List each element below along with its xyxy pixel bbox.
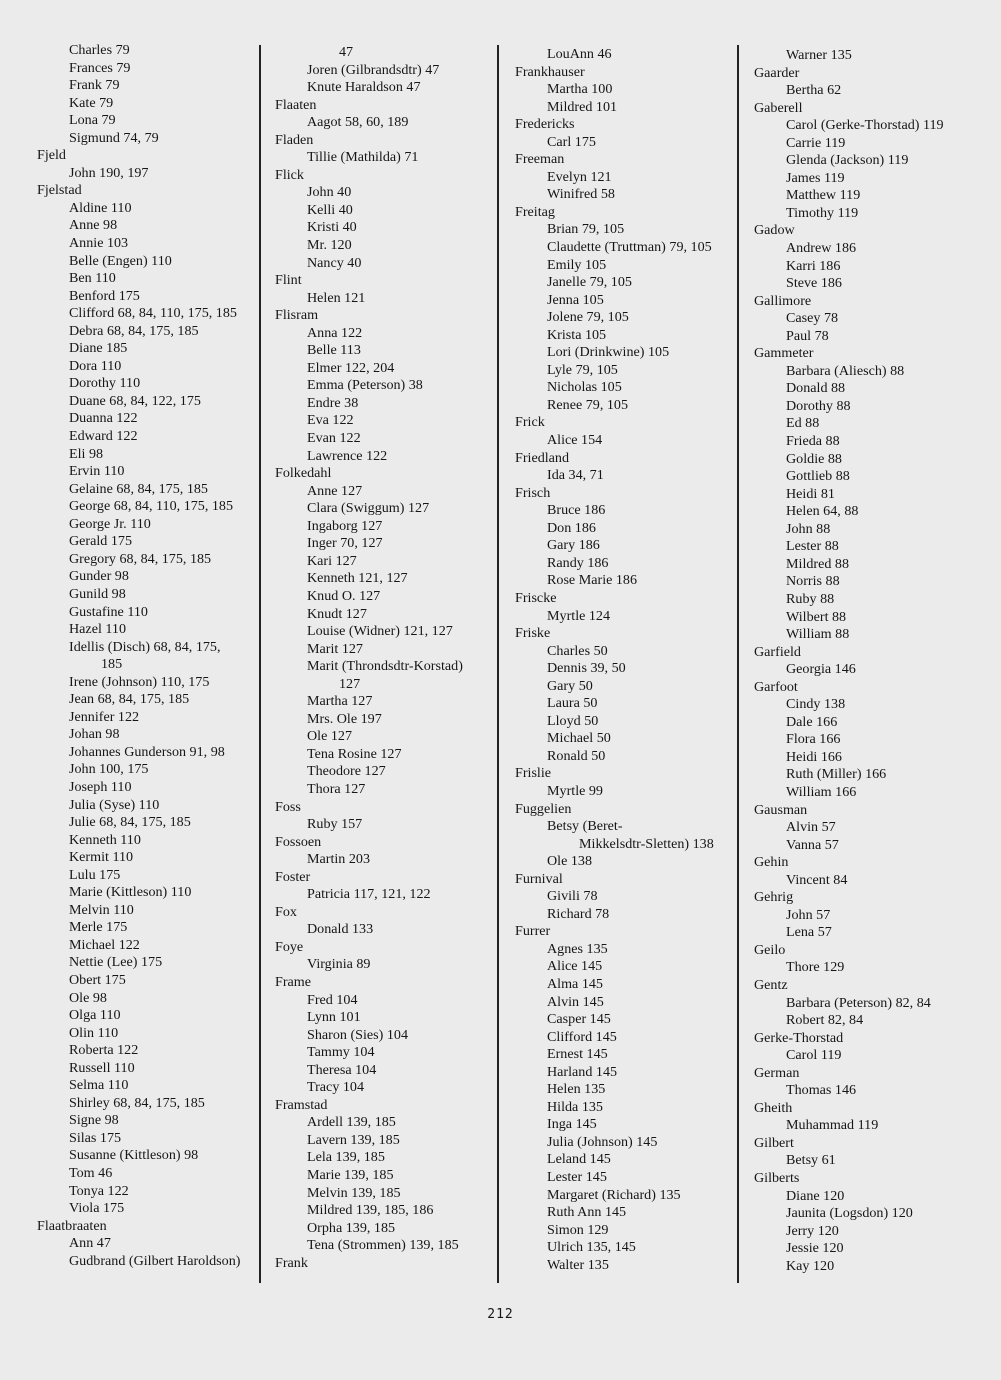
index-entry: Carl 175	[547, 133, 596, 150]
index-entry: Michael 50	[547, 730, 611, 747]
index-entry: Anna 122	[307, 324, 363, 341]
index-entry: Eli 98	[69, 445, 104, 462]
index-entry: Marit (Throndsdtr-Korstad)	[307, 658, 463, 675]
index-entry: Leland 145	[547, 1151, 611, 1168]
index-entry: Dale 166	[786, 713, 838, 730]
index-entry: Ruth Ann 145	[547, 1204, 627, 1221]
index-entry: Edward 122	[69, 428, 138, 445]
index-entry: Thore 129	[786, 959, 845, 976]
index-surname-heading: Frisch	[515, 484, 551, 501]
index-entry: Jaunita (Logsdon) 120	[786, 1205, 913, 1222]
index-entry: John 57	[786, 906, 831, 923]
index-entry: Ervin 110	[69, 463, 125, 480]
index-entry: Inger 70, 127	[307, 535, 383, 552]
index-entry: Shirley 68, 84, 175, 185	[69, 1094, 205, 1111]
index-entry: Tena Rosine 127	[307, 745, 402, 762]
index-surname-heading: German	[754, 1064, 800, 1081]
index-entry: Patricia 117, 121, 122	[307, 886, 431, 903]
index-surname-heading: Friedland	[515, 449, 570, 466]
index-entry: Jean 68, 84, 175, 185	[69, 691, 190, 708]
index-surname-heading: Frame	[275, 973, 312, 990]
index-entry: William 88	[786, 626, 850, 643]
index-entry: Alvin 145	[547, 993, 604, 1010]
index-entry: Mr. 120	[307, 237, 352, 254]
index-entry: Martin 203	[307, 851, 371, 868]
index-entry: Mildred 101	[547, 98, 618, 115]
index-entry: Evelyn 121	[547, 168, 612, 185]
index-entry: John 40	[307, 184, 352, 201]
index-column-1	[37, 42, 252, 1270]
index-entry: Lloyd 50	[547, 712, 599, 729]
index-entry: Timothy 119	[786, 204, 859, 221]
index-entry: Dora 110	[69, 357, 122, 374]
index-entry: Melvin 110	[69, 901, 134, 918]
index-entry: Frances 79	[69, 59, 131, 76]
index-entry: Idellis (Disch) 68, 84, 175,	[69, 638, 221, 655]
index-entry: Michael 122	[69, 936, 140, 953]
index-entry: Orpha 139, 185	[307, 1219, 396, 1236]
index-entry: Theresa 104	[307, 1061, 377, 1078]
index-entry: Ardell 139, 185	[307, 1114, 396, 1131]
index-entry: Johannes Gunderson 91, 98	[69, 743, 225, 760]
index-entry: Gerald 175	[69, 533, 133, 550]
column-divider	[259, 45, 261, 1283]
index-entry: Wilbert 88	[786, 608, 847, 625]
index-entry: Gary 50	[547, 677, 593, 694]
index-entry: Ben 110	[69, 270, 116, 287]
index-entry: Ruth (Miller) 166	[786, 766, 887, 783]
index-entry: Marie (Kittleson) 110	[69, 884, 192, 901]
index-entry: Ruby 157	[307, 816, 363, 833]
index-entry: Julia (Syse) 110	[69, 796, 160, 813]
index-surname-heading: Gaarder	[754, 64, 800, 81]
index-surname-heading: Friscke	[515, 589, 557, 606]
index-surname-heading: Gheith	[754, 1099, 793, 1116]
index-entry: Silas 175	[69, 1129, 122, 1146]
index-surname-heading: Foss	[275, 798, 301, 815]
index-surname-heading: Gaberell	[754, 99, 803, 116]
index-entry: Vanna 57	[786, 836, 839, 853]
index-entry: Simon 129	[547, 1221, 609, 1238]
index-entry: Signe 98	[69, 1112, 119, 1129]
index-surname-heading: Gallimore	[754, 292, 812, 309]
index-entry: Lester 88	[786, 538, 839, 555]
index-entry: George 68, 84, 110, 175, 185	[69, 498, 234, 515]
index-entry: Alma 145	[547, 975, 603, 992]
index-entry: Myrtle 99	[547, 782, 603, 799]
index-entry: Robert 82, 84	[786, 1012, 864, 1029]
index-entry: Claudette (Truttman) 79, 105	[547, 239, 712, 256]
index-entry: Martha 127	[307, 693, 373, 710]
index-entry: Heidi 166	[786, 748, 842, 765]
index-entry: Endre 38	[307, 394, 359, 411]
index-entry: Sigmund 74, 79	[69, 129, 159, 146]
index-entry: Ole 138	[547, 853, 593, 870]
index-entry: John 100, 175	[69, 761, 149, 778]
index-entry: Alvin 57	[786, 819, 836, 836]
index-entry: Karri 186	[786, 257, 841, 274]
index-entry: Jolene 79, 105	[547, 309, 629, 326]
index-surname-heading: Fuggelien	[515, 800, 572, 817]
index-entry: Steve 186	[786, 275, 842, 292]
index-entry: Don 186	[547, 519, 596, 536]
index-entry: Julia (Johnson) 145	[547, 1133, 658, 1150]
index-entry: Selma 110	[69, 1077, 129, 1094]
index-entry: Knud O. 127	[307, 587, 381, 604]
index-entry: Kelli 40	[307, 201, 353, 218]
index-entry: Knudt 127	[307, 605, 367, 622]
index-entry: Carol (Gerke-Thorstad) 119	[786, 117, 944, 134]
index-entry: Emma (Peterson) 38	[307, 377, 423, 394]
index-entry: Tonya 122	[69, 1182, 129, 1199]
index-surname-heading: Gilberts	[754, 1170, 800, 1186]
index-entry: Lawrence 122	[307, 447, 388, 464]
index-entry: Agnes 135	[547, 940, 608, 957]
index-entry: Gregory 68, 84, 175, 185	[69, 550, 212, 567]
index-entry: Aagot 58, 60, 189	[307, 114, 409, 131]
index-entry: Gunild 98	[69, 585, 126, 602]
index-surname-heading: Flint	[275, 272, 302, 289]
index-entry: Frieda 88	[786, 433, 840, 450]
index-entry: Nancy 40	[307, 254, 362, 271]
index-surname-heading: Frislie	[515, 765, 552, 782]
index-entry: Lyle 79, 105	[547, 361, 618, 378]
index-entry: Donald 88	[786, 380, 846, 397]
index-entry: Hazel 110	[69, 621, 127, 638]
index-entry: Nicholas 105	[547, 379, 622, 396]
index-entry: Norris 88	[786, 573, 840, 590]
index-entry: Barbara (Aliesch) 88	[786, 362, 905, 379]
index-entry: Tracy 104	[307, 1079, 365, 1096]
index-entry: Tena (Strommen) 139, 185	[307, 1237, 459, 1254]
index-entry: Hilda 135	[547, 1098, 603, 1115]
index-entry: Bruce 186	[547, 502, 606, 519]
index-entry: Harland 145	[547, 1063, 618, 1080]
index-surname-heading: Flaaten	[275, 96, 317, 113]
index-surname-heading: Foster	[275, 868, 311, 885]
index-entry: Renee 79, 105	[547, 396, 629, 413]
index-entry: Emily 105	[547, 256, 607, 273]
index-entry: Betsy (Beret-	[547, 818, 623, 835]
index-entry: Diane 185	[69, 340, 128, 357]
index-entry: Viola 175	[69, 1200, 125, 1217]
index-entry: Jessie 120	[786, 1240, 844, 1257]
index-entry: Ole 127	[307, 728, 353, 745]
index-entry: Lena 57	[786, 924, 832, 941]
index-surname-heading: Garfoot	[754, 678, 798, 695]
index-entry: Merle 175	[69, 919, 128, 936]
index-entry: Belle 113	[307, 342, 361, 359]
index-entry: Clara (Swiggum) 127	[307, 500, 430, 517]
index-entry: Georgia 146	[786, 661, 856, 678]
index-entry: Susanne (Kittleson) 98	[69, 1147, 199, 1164]
index-column-3	[515, 46, 733, 1274]
index-entry: Laura 50	[547, 695, 598, 712]
index-entry: Jenna 105	[547, 291, 604, 308]
index-entry: James 119	[786, 169, 845, 186]
index-entry: Mildred 139, 185, 186	[307, 1202, 434, 1219]
index-entry: Glenda (Jackson) 119	[786, 152, 909, 169]
index-entry: Rose Marie 186	[547, 572, 638, 589]
index-entry: Ole 98	[69, 989, 107, 1006]
index-surname-heading: Gausman	[754, 801, 808, 818]
index-entry: Dennis 39, 50	[547, 660, 626, 677]
index-entry: Givili 78	[547, 888, 598, 905]
index-entry: Joren (Gilbrandsdtr) 47	[307, 61, 440, 78]
index-entry: Louise (Widner) 121, 127	[307, 623, 453, 640]
index-entry: Heidi 81	[786, 485, 835, 502]
index-entry: Joseph 110	[69, 778, 132, 795]
index-surname-heading: Flick	[275, 166, 304, 183]
index-entry: Goldie 88	[786, 450, 842, 467]
index-surname-heading: Frick	[515, 414, 545, 431]
index-entry: Duanna 122	[69, 410, 138, 427]
index-surname-heading: Fox	[275, 903, 297, 920]
index-surname-heading: Friske	[515, 625, 551, 642]
index-entry: Julie 68, 84, 175, 185	[69, 814, 191, 831]
index-surname-heading: Gehin	[754, 854, 789, 871]
index-entry: Walter 135	[547, 1256, 609, 1273]
index-entry: Sharon (Sies) 104	[307, 1026, 408, 1043]
index-entry: Helen 135	[547, 1081, 606, 1098]
index-entry: Randy 186	[547, 554, 609, 571]
index-entry: Elmer 122, 204	[307, 359, 395, 376]
index-entry: Casey 78	[786, 310, 839, 327]
index-entry: Kristi 40	[307, 219, 357, 236]
index-entry: 185	[101, 656, 123, 673]
index-entry: Mikkelsdtr-Sletten) 138	[579, 835, 714, 852]
index-surname-heading: Frankhauser	[515, 63, 585, 80]
index-entry: Ulrich 135, 145	[547, 1239, 636, 1256]
index-entry: Evan 122	[307, 430, 361, 447]
index-entry: 47	[339, 44, 354, 60]
index-entry: Bertha 62	[786, 82, 842, 99]
index-entry: Margaret (Richard) 135	[547, 1186, 681, 1203]
index-entry: Belle (Engen) 110	[69, 252, 172, 269]
index-entry: Ed 88	[786, 415, 820, 432]
index-entry: Lela 139, 185	[307, 1149, 385, 1166]
index-surname-heading: Gerke-Thorstad	[754, 1029, 844, 1046]
index-entry: Olin 110	[69, 1024, 119, 1041]
index-surname-heading: Fjeld	[37, 147, 66, 164]
index-entry: Kermit 110	[69, 849, 134, 866]
index-entry: Gelaine 68, 84, 175, 185	[69, 480, 208, 497]
index-entry: Warner 135	[786, 47, 852, 63]
index-entry: Gary 186	[547, 537, 600, 554]
index-entry: Jerry 120	[786, 1222, 839, 1239]
index-entry: Clifford 145	[547, 1028, 617, 1045]
index-entry: Tammy 104	[307, 1044, 375, 1061]
index-entry: Charles 50	[547, 642, 608, 659]
index-entry: Ruby 88	[786, 590, 835, 607]
index-entry: Helen 64, 88	[786, 503, 859, 520]
index-surname-heading: Gilbert	[754, 1134, 794, 1151]
index-surname-heading: Furnival	[515, 870, 563, 887]
index-surname-heading: Freeman	[515, 151, 565, 168]
index-surname-heading: Fredericks	[515, 116, 575, 133]
index-entry: Muhammad 119	[786, 1117, 879, 1134]
index-entry: Krista 105	[547, 326, 607, 343]
index-entry: 127	[339, 675, 361, 692]
index-entry: Irene (Johnson) 110, 175	[69, 673, 210, 690]
index-column-2	[275, 44, 490, 1272]
index-entry: John 88	[786, 520, 831, 537]
index-entry: Ingaborg 127	[307, 517, 383, 534]
index-entry: Janelle 79, 105	[547, 274, 632, 291]
index-entry: Donald 133	[307, 921, 374, 938]
page-number: 212	[487, 1307, 514, 1322]
index-surname-heading: Fjelstad	[37, 182, 82, 199]
index-column-4	[754, 47, 972, 1275]
index-entry: Inga 145	[547, 1116, 597, 1133]
index-entry: Jennifer 122	[69, 708, 140, 725]
index-entry: Dorothy 110	[69, 375, 141, 392]
index-entry: Lulu 175	[69, 866, 121, 883]
index-entry: Carrie 119	[786, 134, 846, 151]
index-entry: Gustafine 110	[69, 603, 148, 620]
index-entry: Lynn 101	[307, 1009, 361, 1026]
index-entry: LouAnn 46	[547, 46, 612, 62]
index-entry: Anne 127	[307, 482, 363, 499]
index-entry: Ernest 145	[547, 1046, 608, 1063]
index-surname-heading: Geilo	[754, 941, 786, 958]
index-entry: Roberta 122	[69, 1042, 139, 1059]
index-entry: Debra 68, 84, 175, 185	[69, 322, 199, 339]
index-entry: Gunder 98	[69, 568, 129, 585]
index-entry: Johan 98	[69, 726, 120, 743]
index-entry: Ida 34, 71	[547, 467, 604, 484]
index-entry: Obert 175	[69, 971, 126, 988]
index-entry: Charles 79	[69, 42, 130, 58]
index-entry: Betsy 61	[786, 1152, 836, 1169]
index-entry: Carol 119	[786, 1047, 842, 1064]
index-entry: John 190, 197	[69, 164, 149, 181]
index-entry: Alice 154	[547, 432, 603, 449]
index-surname-heading: Framstad	[275, 1096, 328, 1113]
index-entry: Casper 145	[547, 1011, 611, 1028]
index-surname-heading: Gadow	[754, 222, 795, 239]
index-entry: Melvin 139, 185	[307, 1184, 401, 1201]
index-surname-heading: Fossoen	[275, 833, 322, 850]
index-entry: Dorothy 88	[786, 397, 851, 414]
index-entry: Ronald 50	[547, 747, 606, 764]
index-entry: Eva 122	[307, 412, 354, 429]
index-entry: Aldine 110	[69, 199, 132, 216]
index-entry: Russell 110	[69, 1059, 135, 1076]
index-entry: Theodore 127	[307, 763, 386, 780]
index-entry: Tom 46	[69, 1165, 113, 1181]
index-entry: Lona 79	[69, 112, 116, 129]
index-entry: Thomas 146	[786, 1082, 857, 1099]
index-entry: Martha 100	[547, 81, 613, 98]
index-entry: Gudbrand (Gilbert Haroldson)	[69, 1252, 241, 1269]
index-entry: Mrs. Ole 197	[307, 710, 382, 727]
index-entry: Barbara (Peterson) 82, 84	[786, 994, 931, 1011]
index-entry: Lavern 139, 185	[307, 1131, 400, 1148]
index-entry: Lori (Drinkwine) 105	[547, 344, 670, 361]
index-entry: Kay 120	[786, 1257, 835, 1274]
index-surname-heading: Furrer	[515, 923, 551, 940]
index-entry: Tillie (Mathilda) 71	[307, 149, 419, 166]
index-entry: Lester 145	[547, 1169, 607, 1185]
index-surname-heading: Gentz	[754, 976, 788, 993]
index-entry: Benford 175	[69, 287, 140, 304]
index-entry: Marie 139, 185	[307, 1167, 394, 1183]
index-entry: Kate 79	[69, 94, 114, 111]
index-surname-heading: Gammeter	[754, 345, 814, 362]
index-entry: Kenneth 121, 127	[307, 570, 408, 587]
index-entry: Nettie (Lee) 175	[69, 954, 163, 971]
index-entry: Paul 78	[786, 327, 829, 344]
index-entry: Myrtle 124	[547, 607, 611, 624]
index-entry: Mildred 88	[786, 555, 850, 572]
index-entry: Brian 79, 105	[547, 221, 625, 238]
index-surname-heading: Freitag	[515, 203, 555, 220]
index-entry: William 166	[786, 783, 857, 800]
index-surname-heading: Flisram	[275, 307, 319, 324]
index-entry: Alice 145	[547, 958, 603, 975]
index-entry: George Jr. 110	[69, 515, 151, 532]
index-entry: Winifred 58	[547, 186, 615, 203]
index-entry: Annie 103	[69, 235, 129, 252]
index-entry: Andrew 186	[786, 240, 857, 257]
index-entry: Matthew 119	[786, 187, 861, 204]
index-entry: Anne 98	[69, 217, 118, 234]
index-entry: Helen 121	[307, 289, 366, 306]
index-surname-heading: Fladen	[275, 131, 314, 148]
index-entry: Frank 79	[69, 77, 120, 94]
index-entry: Ann 47	[69, 1235, 111, 1252]
index-entry: Knute Haraldson 47	[307, 79, 421, 96]
index-entry: Clifford 68, 84, 110, 175, 185	[69, 305, 237, 322]
index-surname-heading: Frank	[275, 1254, 308, 1271]
index-entry: Flora 166	[786, 731, 841, 748]
index-entry: Marit 127	[307, 640, 363, 657]
index-entry: Fred 104	[307, 991, 358, 1008]
index-entry: Olga 110	[69, 1007, 121, 1024]
index-surname-heading: Flaatbraaten	[37, 1217, 107, 1234]
index-entry: Vincent 84	[786, 871, 848, 888]
index-surname-heading: Folkedahl	[275, 465, 332, 482]
index-entry: Richard 78	[547, 905, 610, 922]
index-entry: Cindy 138	[786, 696, 846, 713]
index-surname-heading: Garfield	[754, 643, 801, 660]
column-divider	[497, 45, 499, 1283]
index-entry: Thora 127	[307, 780, 366, 797]
index-entry: Diane 120	[786, 1187, 845, 1204]
index-surname-heading: Foye	[275, 938, 304, 955]
index-surname-heading: Gehrig	[754, 889, 794, 906]
index-entry: Gottlieb 88	[786, 468, 850, 485]
index-entry: Kari 127	[307, 552, 357, 569]
index-entry: Virginia 89	[307, 956, 371, 973]
column-divider	[737, 45, 739, 1283]
index-entry: Duane 68, 84, 122, 175	[69, 392, 201, 409]
index-entry: Kenneth 110	[69, 831, 141, 848]
